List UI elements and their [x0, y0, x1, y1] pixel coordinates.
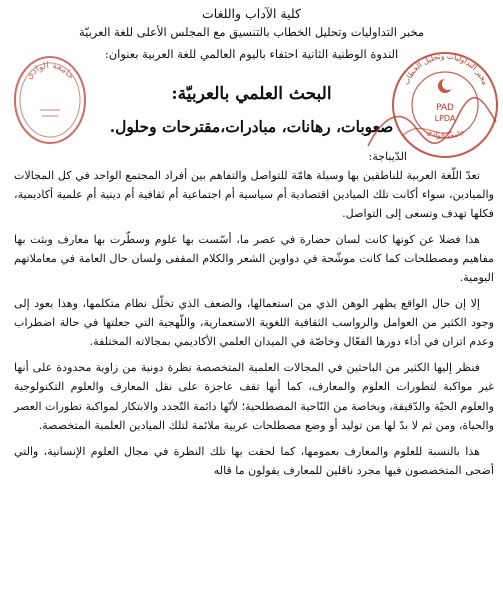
paragraph: إلا إن حال الواقع يظهر الوهن الذي من استعمالها، والضعف الذي تخلّل نظام متكلمها، وهذا يعود إلى وجود الكثير من العوامل والرواسب الثقافية اللغوية الاستعمارية، واللّهجية التي جعلتها في حالة اضطراب وعدم اتزان في أداء دورها الفعّال وخاصّة في الميدان العلمي الأكاديمي بمجالاته المختلفة.	[14, 297, 494, 349]
stamp-left-text: جامعة الوادي	[24, 60, 76, 82]
document-subtitle: صعوبات، رهانات، مبادرات،مقترحات وحلول.	[109, 117, 394, 136]
university-stamp-left	[10, 52, 90, 148]
document-title: البحث العلمي بالعربيّة:	[171, 84, 332, 104]
signature	[362, 88, 502, 158]
stamp-right-inner: PAD	[436, 103, 454, 113]
event-line: الندوة الوطنية الثانية احتفاء باليوم العالمي للغة العربية بعنوان:	[104, 47, 399, 61]
faculty-name: كلية الآداب واللغات	[202, 6, 301, 21]
paragraph: هذا فضلا عن كونها كانت لسان حضارة في عصر ما، أسّست بها علوم وسطّرت بها معارف وبثت بها مفاهيم ومصطلحات كما كانت موشّحة في دواوين الشعر والكلام المقفى ولسان حال العامة في معاملاتهم اليومية.	[14, 233, 494, 285]
paragraph: فنظر إليها الكثير من الباحثين في المجالات العلمية المتخصصة نظرة دونية من زاوية محدودة على أنها غير مواكبة لتطورات العلوم والمعارف، كما أنها تقف عاجزة على نقل المعارف والعلوم التكنولوجية والعلوم الحيّة والدّقيقة، وبخاصة من النّاحية المصطلحية؛ لأنّها دائمة التّجدد والابتكار لمواكبة تطورات العصر والحياة، ومن ثم لا بدّ لها من توليد أو وضع مصطلحات عربية ملائمة لتلك الميادين العلمية المتخصصة.	[14, 361, 494, 432]
stamp-right-arc-text: مخبر التداوليات وتحليل الخطاب	[401, 51, 490, 87]
stamp-right-inner2: LPDA	[434, 114, 456, 123]
intro-label: الدّيباجة:	[368, 150, 407, 163]
stamp-right-bottom-text: جامعة الوادي	[425, 126, 466, 141]
document-body	[14, 166, 494, 487]
lab-line: مخبر التداوليات وتحليل الخطاب بالتنسيق مع المجلس الأعلى للغة العربيّة	[78, 25, 425, 39]
paragraph: تعدّ اللّغة العربية للناطقين بها وسيلة هامّة للتواصل والتفاهم بين أفراد المجتمع الواحد في كل المجالات والميادين، سواء أكانت تلك الميادين اقتصادية أم سياسية أم اجتماعية أم ثقافية أم دينية أم علمية أكاديمية، فكلها تهدف وتسعى إلى التواصل.	[14, 169, 494, 221]
paragraph: هذا بالنسبة للعلوم والمعارف بعمومها، كما لحقت بها تلك النظرة في مجال العلوم الإنسانية، والتي أضحى المتخصصون فيها مجرد ناقلين للمعارف يقولون ما قاله	[14, 444, 494, 477]
